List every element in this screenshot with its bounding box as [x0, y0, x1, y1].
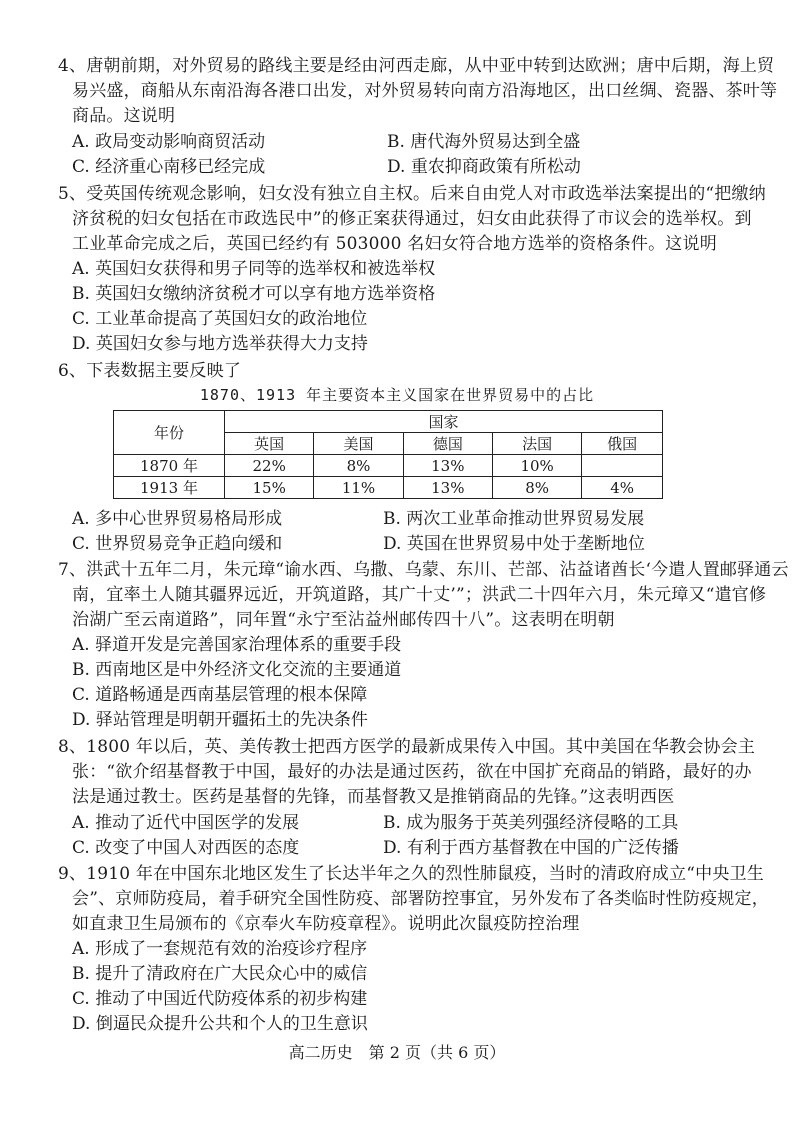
q9-stem-line-1: 9、1910 年在中国东北地区发生了长达半年之久的烈性肺鼠疫，当时的清政府成立“中央卫生 [58, 864, 764, 884]
q5-stem-line-3: 工业革命完成之后，英国已经约有 503000 名妇女符合地方选举的资格条件。这说明 [72, 234, 717, 254]
q9-option-c[interactable]: C. 推动了中国近代防疫体系的初步构建 [72, 989, 368, 1009]
q8-stem-line-3: 法是通过教士。医药是基督的先锋，而基督教又是推销商品的先锋。”这表明西医 [72, 787, 675, 807]
q8-option-c[interactable]: C. 改变了中国人对西医的态度 [72, 838, 300, 858]
q4-stem-line-1: 4、唐朝前期，对外贸易的路线主要是经由河西走廊，从中亚中转到达欧洲；唐中后期，海上贸 [58, 56, 775, 76]
table-cell [582, 455, 663, 477]
table-cell: 8% [492, 477, 581, 499]
q7-stem-line-1: 7、洪武十五年二月，朱元璋“谕水西、乌撒、乌蒙、东川、芒部、沾益诸酋长‘今遣人置邮驿通云 [58, 560, 789, 580]
q7-option-c[interactable]: C. 道路畅通是西南基层管理的根本保障 [72, 685, 368, 705]
year-header: 年份 [114, 411, 225, 455]
q8-option-d[interactable]: D. 有利于西方基督教在中国的广泛传播 [383, 838, 679, 858]
table-cell: 13% [403, 477, 492, 499]
q9-stem-line-3: 如直隶卫生局颁布的《京奉火车防疫章程》。说明此次鼠疫防控治理 [72, 914, 580, 934]
q6-option-a[interactable]: A. 多中心世界贸易格局形成 [72, 509, 283, 529]
table-cell: 8% [314, 455, 403, 477]
table-cell: 11% [314, 477, 403, 499]
q8-stem-line-1: 8、1800 年以后，英、美传教士把西方医学的最新成果传入中国。其中美国在华教会协会主 [58, 737, 756, 757]
table-cell: 13% [403, 455, 492, 477]
q5-option-d[interactable]: D. 英国妇女参与地方选举获得大力支持 [72, 334, 368, 354]
q4-option-d[interactable]: D. 重农抑商政策有所松动 [387, 157, 581, 177]
q4-option-c[interactable]: C. 经济重心南移已经完成 [72, 157, 266, 177]
q4-stem-line-3: 商品。这说明 [72, 106, 176, 126]
row-year: 1870 年 [114, 455, 225, 477]
q7-option-d[interactable]: D. 驿站管理是明朝开疆拓土的先决条件 [72, 710, 368, 730]
q9-stem-line-2: 会”、京师防疫局，着手研究全国性防疫、部署防控事宜，另外发布了各类临时性防疫规定， [72, 889, 769, 909]
page-footer: 高二历史 第 2 页（共 6 页） [288, 1043, 506, 1062]
country-header: 国家 [225, 411, 663, 433]
table-row [114, 477, 663, 499]
table-cell: 22% [225, 455, 314, 477]
q9-option-d[interactable]: D. 倒逼民众提升公共和个人的卫生意识 [72, 1014, 368, 1034]
q5-option-a[interactable]: A. 英国妇女获得和男子同等的选举权和被选举权 [72, 259, 436, 279]
q7-stem-line-2: 南，宜率土人随其疆界远近，开筑道路，其广十丈’”；洪武二十四年六月，朱元璋又“遣官修 [72, 585, 767, 605]
q8-option-a[interactable]: A. 推动了近代中国医学的发展 [72, 813, 300, 833]
q4-option-a[interactable]: A. 政局变动影响商贸活动 [72, 132, 266, 152]
q6-option-c[interactable]: C. 世界贸易竞争正趋向缓和 [72, 534, 283, 554]
q5-stem-line-2: 济贫税的妇女包括在市政选民中”的修正案获得通过，妇女由此获得了市议会的选举权。到 [72, 209, 752, 229]
country-usa: 美国 [314, 433, 403, 455]
q7-option-a[interactable]: A. 驿道开发是完善国家治理体系的重要手段 [72, 635, 402, 655]
q7-stem-line-3: 治湖广至云南道路”，同年置“永宁至沾益州邮传四十八”。这表明在明朝 [72, 610, 615, 630]
q9-option-a[interactable]: A. 形成了一套规范有效的治疫诊疗程序 [72, 939, 368, 959]
q5-stem-line-1: 5、受英国传统观念影响，妇女没有独立自主权。后来自由党人对市政选举法案提出的“把缴纳 [58, 184, 766, 204]
row-year: 1913 年 [114, 477, 225, 499]
table-cell: 4% [582, 477, 663, 499]
q6-option-b[interactable]: B. 两次工业革命推动世界贸易发展 [383, 509, 645, 529]
trade-share-table [113, 410, 663, 499]
table-title: 1870、1913 年主要资本主义国家在世界贸易中的占比 [199, 386, 595, 404]
q6-option-d[interactable]: D. 英国在世界贸易中处于垄断地位 [383, 534, 645, 554]
q9-option-b[interactable]: B. 提升了清政府在广大民众心中的威信 [72, 964, 368, 984]
table-cell: 10% [492, 455, 581, 477]
country-britain: 英国 [225, 433, 314, 455]
table-row [114, 455, 663, 477]
country-russia: 俄国 [582, 433, 663, 455]
q7-option-b[interactable]: B. 西南地区是中外经济文化交流的主要通道 [72, 660, 402, 680]
q4-stem-line-2: 易兴盛，商船从东南沿海各港口出发，对外贸易转向南方沿海地区，出口丝绸、瓷器、茶叶等 [72, 81, 778, 101]
country-france: 法国 [492, 433, 581, 455]
q4-option-b[interactable]: B. 唐代海外贸易达到全盛 [387, 132, 581, 152]
q8-option-b[interactable]: B. 成为服务于英美列强经济侵略的工具 [383, 813, 679, 833]
table-cell: 15% [225, 477, 314, 499]
q8-stem-line-2: 张：“欲介绍基督教于中国，最好的办法是通过医药，欲在中国扩充商品的销路，最好的办 [72, 762, 752, 782]
q5-option-c[interactable]: C. 工业革命提高了英国妇女的政治地位 [72, 309, 368, 329]
q5-option-b[interactable]: B. 英国妇女缴纳济贫税才可以享有地方选举资格 [72, 284, 436, 304]
q6-stem: 6、下表数据主要反映了 [58, 361, 242, 381]
country-germany: 德国 [403, 433, 492, 455]
